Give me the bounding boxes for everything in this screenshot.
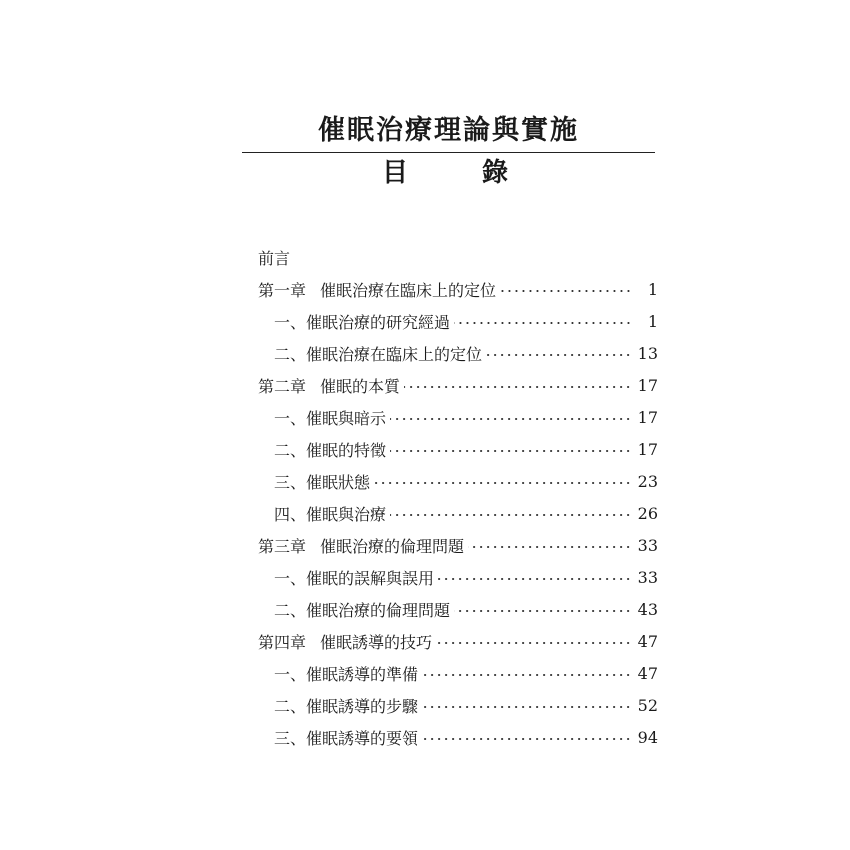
toc-section[interactable] <box>258 593 658 625</box>
section-title: 催眠誘導的準備 <box>306 664 419 684</box>
section-number: 二、 <box>274 600 307 620</box>
dot-leader <box>486 353 632 357</box>
dot-leader <box>468 545 632 549</box>
toc-heading <box>242 155 655 191</box>
section-number: 一、 <box>274 408 307 428</box>
page-number: 47 <box>637 631 658 651</box>
toc-section[interactable] <box>258 305 658 337</box>
page-number: 1 <box>647 279 658 299</box>
section-title: 催眠的特徵 <box>306 440 387 460</box>
page-number: 33 <box>637 535 658 555</box>
toc-section[interactable] <box>258 401 658 433</box>
dot-leader <box>438 577 632 581</box>
toc-section[interactable] <box>258 465 658 497</box>
section-title: 催眠誘導的步驟 <box>306 696 419 716</box>
dot-leader <box>454 321 632 325</box>
page-number: 52 <box>637 695 658 715</box>
toc-preface-label: 前言 <box>258 248 291 268</box>
toc-section[interactable] <box>258 433 658 465</box>
page-number: 43 <box>637 599 658 619</box>
dot-leader <box>422 673 632 677</box>
section-number: 一、 <box>274 568 307 588</box>
section-title: 催眠治療的研究經過 <box>306 312 451 332</box>
title-divider <box>242 152 655 153</box>
page-number: 33 <box>637 567 658 587</box>
section-title: 催眠狀態 <box>306 472 371 492</box>
page-number: 17 <box>637 407 658 427</box>
dot-leader <box>500 289 632 293</box>
toc-section[interactable] <box>258 497 658 529</box>
dot-leader <box>374 481 632 485</box>
section-number: 三、 <box>274 728 307 748</box>
section-number: 三、 <box>274 472 307 492</box>
dot-leader <box>390 449 632 453</box>
page-number: 17 <box>637 375 658 395</box>
section-number: 四、 <box>274 504 307 524</box>
page-number: 94 <box>637 727 658 747</box>
page-number: 1 <box>647 311 658 331</box>
section-title: 催眠與暗示 <box>306 408 387 428</box>
section-number: 二、 <box>274 696 307 716</box>
section-title: 催眠治療的倫理問題 <box>306 600 451 620</box>
toc-heading-char-1: 目 <box>382 158 409 188</box>
page-number: 23 <box>637 471 658 491</box>
toc-section[interactable] <box>258 657 658 689</box>
section-title: 催眠誘導的要領 <box>306 728 419 748</box>
section-title: 催眠的誤解與誤用 <box>306 568 435 588</box>
toc-chapter[interactable] <box>258 273 658 305</box>
dot-leader <box>390 513 632 517</box>
chapter-title: 催眠治療的倫理問題 <box>320 536 465 556</box>
section-title: 催眠治療在臨床上的定位 <box>306 344 483 364</box>
chapter-number: 第三章 <box>258 536 307 556</box>
section-number: 一、 <box>274 664 307 684</box>
section-number: 二、 <box>274 344 307 364</box>
toc-chapter[interactable] <box>258 529 658 561</box>
toc-chapter[interactable] <box>258 369 658 401</box>
dot-leader <box>390 417 632 421</box>
toc-section[interactable] <box>258 337 658 369</box>
toc-chapter[interactable] <box>258 625 658 657</box>
chapter-title: 催眠治療在臨床上的定位 <box>320 280 497 300</box>
page-number: 47 <box>637 663 658 683</box>
section-number: 二、 <box>274 440 307 460</box>
chapter-number: 第四章 <box>258 632 307 652</box>
section-number: 一、 <box>274 312 307 332</box>
toc-section[interactable] <box>258 561 658 593</box>
page-number: 26 <box>637 503 658 523</box>
chapter-number: 第二章 <box>258 376 307 396</box>
toc-heading-char-2: 錄 <box>482 158 509 188</box>
dot-leader <box>454 609 632 613</box>
chapter-title: 催眠的本質 <box>320 376 401 396</box>
dot-leader <box>422 705 632 709</box>
page-number: 13 <box>637 343 658 363</box>
dot-leader <box>404 385 632 389</box>
dot-leader <box>422 737 632 741</box>
toc-preface[interactable] <box>258 241 658 273</box>
chapter-title: 催眠誘導的技巧 <box>320 632 433 652</box>
chapter-number: 第一章 <box>258 280 307 300</box>
toc-section[interactable] <box>258 721 658 753</box>
toc-section[interactable] <box>258 689 658 721</box>
section-title: 催眠與治療 <box>306 504 387 524</box>
book-title: 催眠治療理論與實施 <box>318 115 579 146</box>
page-number: 17 <box>637 439 658 459</box>
table-of-contents <box>258 241 658 753</box>
dot-leader <box>436 641 632 645</box>
